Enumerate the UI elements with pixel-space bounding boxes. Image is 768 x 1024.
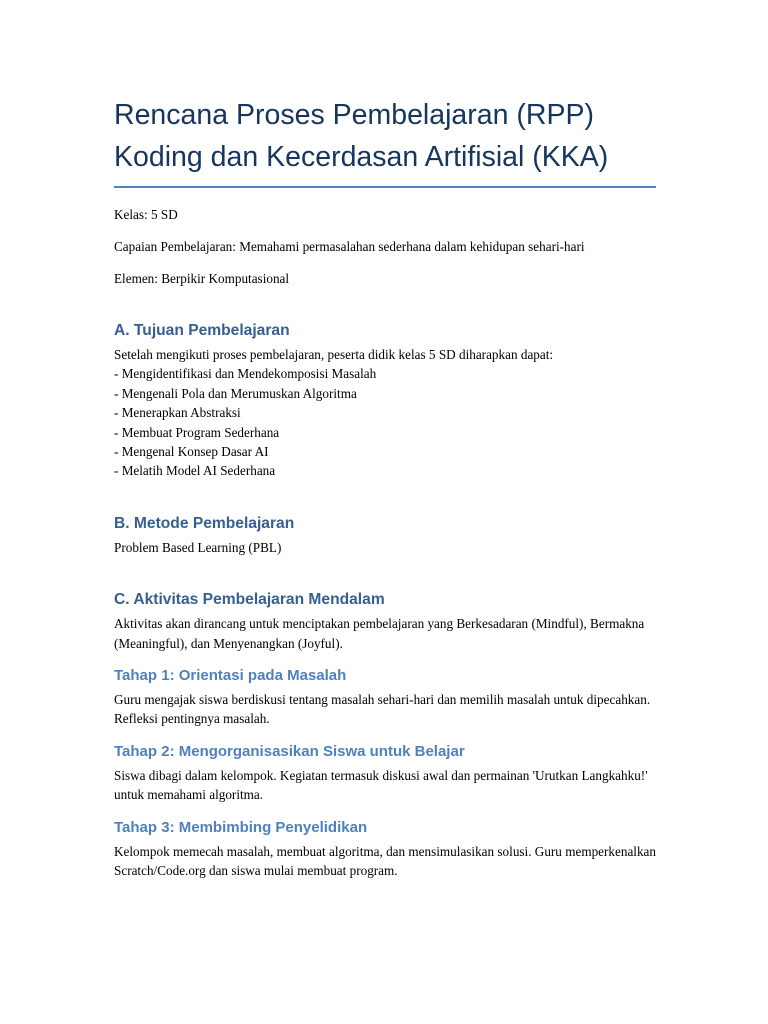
list-item: - Mengenal Konsep Dasar AI [114,444,269,460]
title-line-1: Rencana Proses Pembelajaran (RPP) [114,99,594,131]
title-underline-rule [114,186,656,188]
capaian-text: Capaian Pembelajaran: Memahami permasalahan sederhana dalam kehidupan sehari-hari [114,239,585,254]
elemen-text: Elemen: Berpikir Komputasional [114,271,290,286]
list-item: - Membuat Program Sederhana [114,424,280,440]
list-item: - Melatih Model AI Sederhana [114,463,276,479]
stage-1-text: Guru mengajak siswa berdiskusi tentang masalah sehari-hari dan memilih masalah untuk dipecahkan. Refleksi pentingnya masalah. [114,692,651,727]
section-c-heading: C. Aktivitas Pembelajaran Mendalam [114,591,385,609]
kelas-text: Kelas: 5 SD [114,207,178,222]
section-a-list [114,364,656,480]
section-a-heading: A. Tujuan Pembelajaran [114,322,290,339]
list-item: - Mengidentifikasi dan Mendekomposisi Masalah [114,366,377,382]
title-line-2: Koding dan Kecerdasan Artifisial (KKA) [114,141,609,173]
list-item: - Mengenali Pola dan Merumuskan Algoritma [114,385,357,401]
list-item: - Menerapkan Abstraksi [114,405,241,421]
stage-2-text: Siswa dibagi dalam kelompok. Kegiatan termasuk diskusi awal dan permainan 'Urutkan Langkahku!' untuk memahami algoritma. [114,767,648,803]
section-b-heading: B. Metode Pembelajaran [114,514,295,532]
stage-3-heading: Tahap 3: Membimbing Penyelidikan [114,818,368,836]
stage-3-text: Kelompok memecah masalah, membuat algoritma, dan mensimulasikan solusi. Guru memperkenalkan Scratch/Code.org dan siswa mulai membuat program. [114,843,657,879]
section-a-intro: Setelah mengikuti proses pembelajaran, peserta didik kelas 5 SD diharapkan dapat: [114,347,554,362]
document-content [114,94,656,881]
section-b-text: Problem Based Learning (PBL) [114,539,282,555]
stage-1-heading: Tahap 1: Orientasi pada Masalah [114,667,347,685]
document-title [114,94,656,178]
section-c-intro: Aktivitas akan dirancang untuk menciptakan pembelajaran yang Berkesadaran (Mindful), Bermakna (Meaningful), dan Menyenangkan (Joyful). [114,616,645,651]
stage-2-heading: Tahap 2: Mengorganisasikan Siswa untuk Belajar [114,742,465,760]
